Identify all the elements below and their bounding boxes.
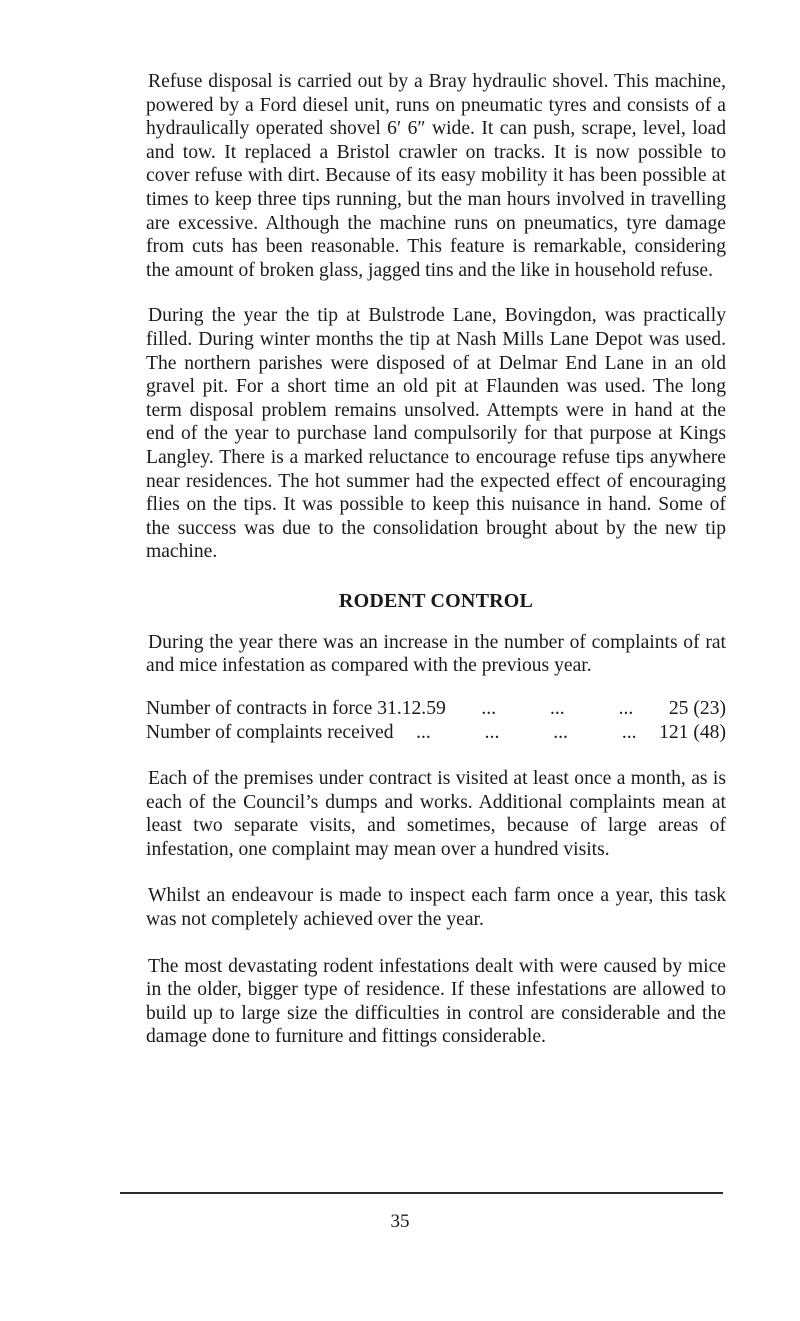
stat-value: 25 (23) [668,698,726,720]
stat-label: Number of complaints received [146,722,394,744]
stat-row-complaints [146,721,726,745]
section-heading-rodent-control: RODENT CONTROL [338,589,534,612]
paragraph-tips: During the year the tip at Bulstrode Lane, Bovingdon, was practically filled. During winter months the tip at Nash Mills Lane Depot was used. The northern parishes were disposed of at Delmar End Lane in an old gravel pit. For a short time an old pit at Flaunden was used. The long term disposal problem remains unsolved. Attempts were in hand at the end of the year to purchase land compulsorily for that purpose at Kings Langley. There is a marked reluctance to encourage refuse tips anywhere near residences. The hot summer had the expected effect of encouraging flies on the tips. It was possible to keep this nuisance in hand. Some of the success was due to the consolidation brought about by the new tip machine. [146,305,726,563]
stat-value: 121 (48) [659,722,726,744]
stat-label: Number of contracts in force 31.12.59 [146,698,446,720]
paragraph-refuse-disposal: Refuse disposal is carried out by a Bray hydraulic shovel. This machine, powered by a Ford diesel unit, runs on pneumatic tyres and consists of a hydraulically operated shovel 6′ 6″ wide. It can push, scrape, level, load and tow. It replaced a Bristol crawler on tracks. It is now possible to cover refuse with dirt. Because of its easy mobility it has been possible at times to keep three tips running, but the man hours involved in travelling are excessive. Although the machine runs on pneumatics, tyre damage from cuts has been reasonable. This feature is remarkable, considering the amount of broken glass, jagged tins and the like in household refuse. [146,71,726,281]
paragraph-mice: The most devastating rodent infestations dealt with were caused by mice in the older, bigger type of residence. If these infestations are allowed to build up to large size the difficulties in control are considerable and the damage done to furniture and fittings considerable. [146,955,726,1048]
paragraph-farms: Whilst an endeavour is made to inspect each farm once a year, this task was not completely achieved over the year. [146,885,726,931]
stat-leader-dots: ... ... ... [481,698,634,720]
paragraph-visits: Each of the premises under contract is visited at least once a month, as is each of the Council’s dumps and works. Additional complaints mean at least two separate visits, and sometimes, because of large areas of infestation, one complaint may mean over a hundred visits. [146,768,726,860]
footer-divider [120,1192,723,1194]
page-number: 35 [390,1211,410,1232]
rodent-statistics [146,697,726,745]
paragraph-rodent-intro: During the year there was an increase in the number of complaints of rat and mice infestation as compared with the previous year. [146,631,726,677]
page-body [146,70,726,1049]
stat-row-contracts [146,697,726,721]
stat-leader-dots: ... ... ... ... [416,722,637,744]
